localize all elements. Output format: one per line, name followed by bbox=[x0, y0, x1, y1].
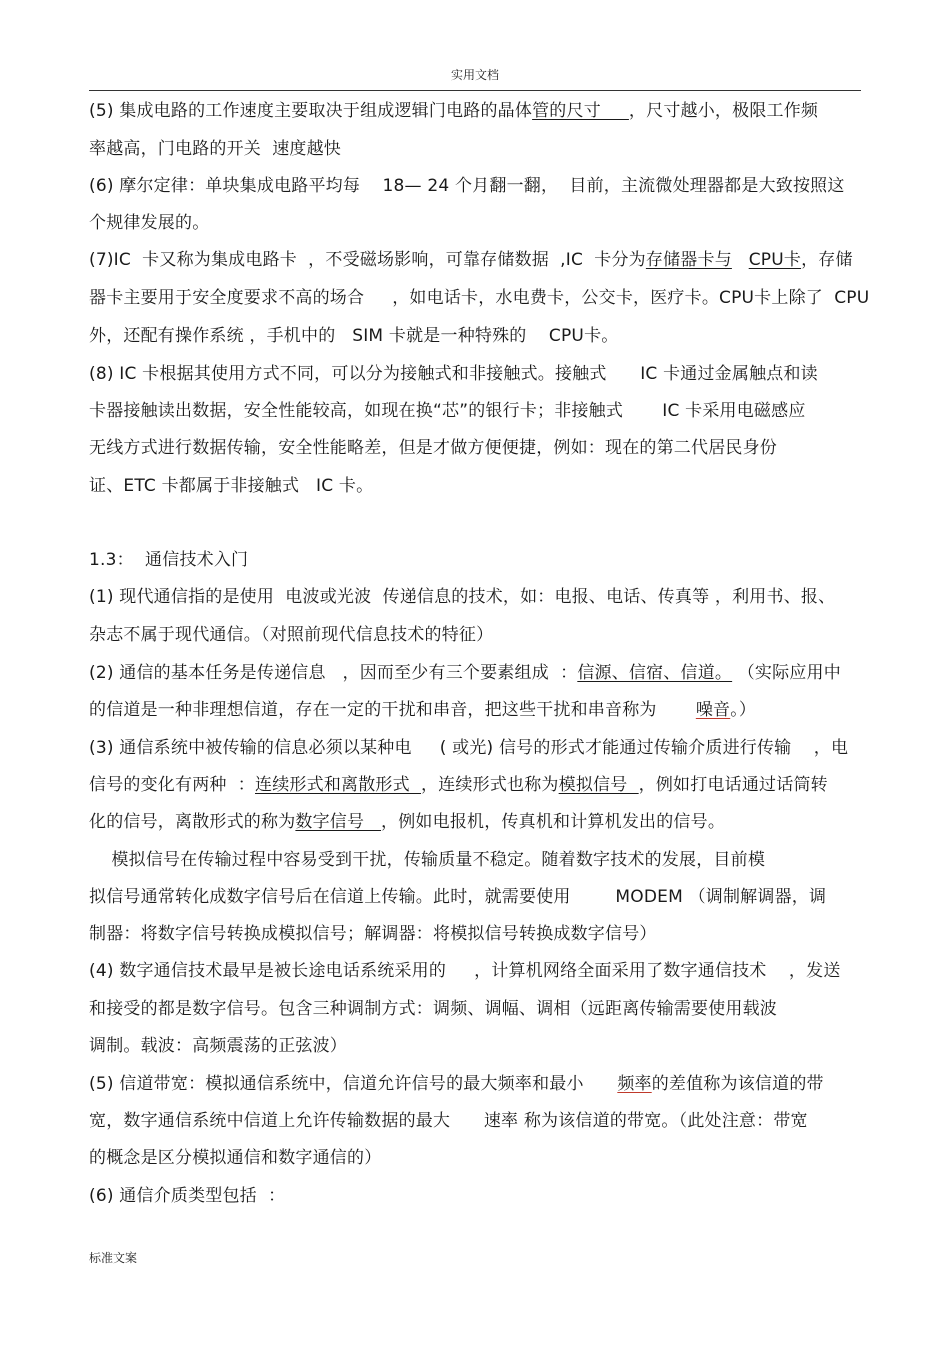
underlined-answer: 模拟信号 bbox=[558, 775, 639, 795]
p7-line-2: 器卡主要用于安全度要求不高的场合 ，如电话卡，水电费卡，公交卡，医疗卡。CPU卡上除了 CPU bbox=[89, 288, 870, 308]
s5-line-2: 宽，数字通信系统中信道上允许传输数据的最大 速率 称为该信道的带宽。（此处注意：带宽 bbox=[89, 1111, 808, 1131]
p5-line-1: (5) 集成电路的工作速度主要取决于组成逻辑门电路的晶体管的尺寸 ，尺寸越小，极限工作频 bbox=[89, 101, 819, 121]
s3-line-4: 模拟信号在传输过程中容易受到干扰，传输质量不稳定。随着数字技术的发展，目前模 bbox=[89, 850, 766, 870]
s5-line-3: 的概念是区分模拟通信和数字通信的） bbox=[89, 1148, 382, 1168]
s4-line-2: 和接受的都是数字信号。包含三种调制方式：调频、调幅、调相（远距离传输需要使用载波 bbox=[89, 999, 777, 1019]
underlined-answer: 管的尺寸 bbox=[532, 101, 629, 121]
underlined-answer: 数字信号 bbox=[295, 812, 382, 832]
p7-line-1: (7)IC 卡又称为集成电路卡 ，不受磁场影响，可靠存储数据 ,IC 卡分为存储器卡与 CPU卡，存储 bbox=[89, 250, 853, 270]
p8-line-2: 卡器接触读出数据，安全性能较高，如现在换“芯”的银行卡；非接触式 IC 卡采用电磁感应 bbox=[89, 401, 806, 421]
s1-line-1: (1) 现代通信指的是使用 电波或光波 传递信息的技术，如：电报、电话、传真等 ，利用书、报、 bbox=[89, 587, 836, 607]
s3-line-1: (3) 通信系统中被传输的信息必须以某种电 ( 或光) 信号的形式才能通过传输介质进行传输 ，电 bbox=[89, 738, 849, 758]
underlined-answer: CPU卡 bbox=[748, 250, 802, 270]
s6-line-1: (6) 通信介质类型包括 ： bbox=[89, 1186, 286, 1206]
section-title: 1.3： 通信技术入门 bbox=[89, 550, 249, 570]
p8-line-1: (8) IC 卡根据其使用方式不同，可以分为接触式和非接触式。接触式 IC 卡通过金属触点和读 bbox=[89, 364, 818, 384]
underlined-answer: 频率 bbox=[617, 1074, 652, 1094]
underlined-answer: 连续形式和离散形式 bbox=[255, 775, 422, 795]
underlined-answer: 存储器卡与 bbox=[645, 250, 732, 270]
s3-line-6: 制器：将数字信号转换成模拟信号；解调器：将模拟信号转换成数字信号） bbox=[89, 924, 657, 944]
underlined-answer: 噪音 bbox=[695, 700, 731, 720]
p5-line-2: 率越高，门电路的开关 速度越快 bbox=[89, 139, 342, 159]
s5-line-1: (5) 信道带宽：模拟通信系统中，信道允许信号的最大频率和最小 频率的差值称为该信道的带 bbox=[89, 1074, 824, 1094]
p8-line-4: 证、ETC 卡都属于非接触式 IC 卡。 bbox=[89, 476, 374, 496]
page-header: 实用文档 bbox=[450, 68, 499, 82]
underlined-answer: 信源、信宿、信道。 bbox=[577, 663, 733, 683]
page-footer: 标准文案 bbox=[89, 1251, 138, 1265]
s3-line-5: 拟信号通常转化成数字信号后在信道上传输。此时，就需要使用 MODEM （调制解调器，调 bbox=[89, 887, 827, 907]
header-rule bbox=[89, 90, 861, 91]
s3-line-3: 化的信号，离散形式的称为数字信号 ，例如电报机，传真机和计算机发出的信号。 bbox=[89, 812, 726, 832]
s2-line-2: 的信道是一种非理想信道，存在一定的干扰和串音，把这些干扰和串音称为 噪音。） bbox=[89, 700, 757, 720]
s4-line-3: 调制。载波：高频震荡的正弦波） bbox=[89, 1036, 347, 1056]
p8-line-3: 无线方式进行数据传输，安全性能略差，但是才做方便便捷，例如：现在的第二代居民身份 bbox=[89, 438, 777, 458]
p6-line-1: (6) 摩尔定律：单块集成电路平均每 18— 24 个月翻一翻， 目前，主流微处理器都是大致按照这 bbox=[89, 176, 845, 196]
p7-line-3: 外，还配有操作系统 ，手机中的 SIM 卡就是一种特殊的 CPU卡。 bbox=[89, 326, 619, 346]
s1-line-2: 杂志不属于现代通信。（对照前现代信息技术的特征） bbox=[89, 625, 494, 645]
s3-line-2: 信号的变化有两种 ：连续形式和离散形式 ，连续形式也称为模拟信号 ，例如打电话通过话筒转 bbox=[89, 775, 828, 795]
s4-line-1: (4) 数字通信技术最早是被长途电话系统采用的 ，计算机网络全面采用了数字通信技术 ，发送 bbox=[89, 961, 841, 981]
s2-line-1: (2) 通信的基本任务是传递信息 ，因而至少有三个要素组成 ：信源、信宿、信道。 （实际应用中 bbox=[89, 663, 841, 683]
p6-line-2: 个规律发展的。 bbox=[89, 213, 210, 233]
